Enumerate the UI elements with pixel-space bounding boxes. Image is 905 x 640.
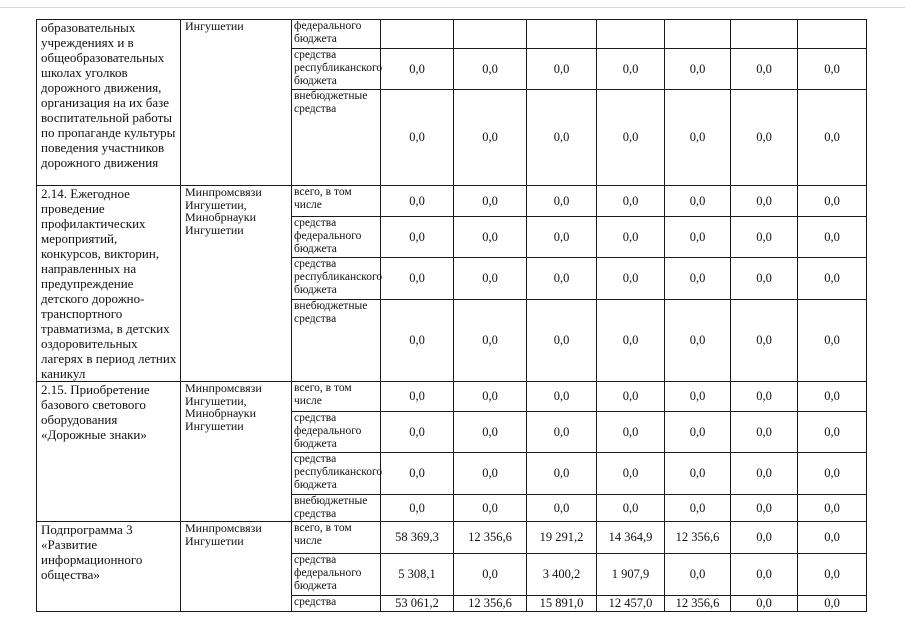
- amount-cell: 0,0: [665, 258, 731, 300]
- amount-cell: 0,0: [798, 186, 867, 217]
- amount-cell: 12 356,6: [454, 596, 527, 612]
- amount-cell: 0,0: [665, 186, 731, 217]
- amount-cell: 0,0: [381, 90, 454, 186]
- amount-cell: 0,0: [454, 186, 527, 217]
- budget-table: [36, 19, 867, 612]
- amount-cell: 0,0: [527, 495, 597, 522]
- amount-cell: 0,0: [381, 217, 454, 258]
- responsible-cell: Минпромсвязи Ингушетии, Минобрнауки Ингушетии: [181, 382, 292, 522]
- amount-cell: 0,0: [454, 453, 527, 495]
- amount-cell: 15 891,0: [527, 596, 597, 612]
- amount-cell: 0,0: [731, 300, 798, 382]
- amount-cell: 0,0: [597, 258, 665, 300]
- amount-cell: 0,0: [597, 90, 665, 186]
- amount-cell: 0,0: [597, 382, 665, 412]
- funding-source-cell: средства федерального бюджета: [292, 217, 381, 258]
- amount-cell: 0,0: [665, 554, 731, 596]
- amount-cell: 0,0: [798, 382, 867, 412]
- amount-cell: 0,0: [731, 90, 798, 186]
- amount-cell: 0,0: [731, 49, 798, 90]
- amount-cell: 0,0: [798, 90, 867, 186]
- amount-cell: [798, 20, 867, 49]
- funding-source-cell: всего, в том числе: [292, 382, 381, 412]
- amount-cell: [597, 20, 665, 49]
- measure-name-cell: 2.15. Приобретение базового светового оборудования «Дорожные знаки»: [37, 382, 181, 522]
- amount-cell: 3 400,2: [527, 554, 597, 596]
- amount-cell: 0,0: [731, 186, 798, 217]
- amount-cell: 0,0: [454, 217, 527, 258]
- amount-cell: 0,0: [381, 412, 454, 453]
- amount-cell: 0,0: [454, 90, 527, 186]
- amount-cell: 14 364,9: [597, 522, 665, 554]
- amount-cell: 0,0: [597, 300, 665, 382]
- table-row: [37, 20, 867, 49]
- amount-cell: 0,0: [798, 596, 867, 612]
- amount-cell: 0,0: [527, 90, 597, 186]
- amount-cell: 0,0: [454, 258, 527, 300]
- amount-cell: 0,0: [665, 217, 731, 258]
- amount-cell: 0,0: [527, 186, 597, 217]
- amount-cell: 0,0: [527, 217, 597, 258]
- funding-source-cell: внебюджетные средства: [292, 90, 381, 186]
- amount-cell: 0,0: [798, 412, 867, 453]
- amount-cell: 0,0: [597, 217, 665, 258]
- table-row: [37, 186, 867, 217]
- funding-source-cell: всего, в том числе: [292, 522, 381, 554]
- amount-cell: 0,0: [798, 258, 867, 300]
- amount-cell: 0,0: [731, 453, 798, 495]
- amount-cell: 0,0: [454, 412, 527, 453]
- amount-cell: 12 356,6: [665, 522, 731, 554]
- amount-cell: 0,0: [798, 453, 867, 495]
- amount-cell: 1 907,9: [597, 554, 665, 596]
- amount-cell: 0,0: [665, 495, 731, 522]
- funding-source-cell: средства: [292, 596, 381, 612]
- amount-cell: 0,0: [527, 49, 597, 90]
- amount-cell: 0,0: [665, 412, 731, 453]
- funding-source-cell: внебюджетные средства: [292, 495, 381, 522]
- amount-cell: 0,0: [798, 217, 867, 258]
- amount-cell: 0,0: [597, 453, 665, 495]
- amount-cell: 0,0: [731, 412, 798, 453]
- amount-cell: 0,0: [454, 382, 527, 412]
- amount-cell: 0,0: [731, 217, 798, 258]
- amount-cell: 12 457,0: [597, 596, 665, 612]
- amount-cell: 0,0: [454, 495, 527, 522]
- amount-cell: 0,0: [597, 495, 665, 522]
- amount-cell: 0,0: [381, 258, 454, 300]
- amount-cell: 0,0: [597, 186, 665, 217]
- funding-source-cell: средства федерального бюджета: [292, 554, 381, 596]
- funding-source-cell: всего, в том числе: [292, 186, 381, 217]
- amount-cell: 0,0: [731, 554, 798, 596]
- table-row: [37, 522, 867, 554]
- amount-cell: [381, 20, 454, 49]
- amount-cell: [665, 20, 731, 49]
- amount-cell: [527, 20, 597, 49]
- amount-cell: 0,0: [665, 453, 731, 495]
- amount-cell: 0,0: [381, 495, 454, 522]
- amount-cell: 5 308,1: [381, 554, 454, 596]
- amount-cell: 0,0: [798, 495, 867, 522]
- amount-cell: 0,0: [731, 495, 798, 522]
- measure-name-cell: Подпрограмма 3 «Развитие информационного общества»: [37, 522, 181, 612]
- responsible-cell: Минпромсвязи Ингушетии, Минобрнауки Ингушетии: [181, 186, 292, 382]
- amount-cell: 0,0: [731, 596, 798, 612]
- amount-cell: 0,0: [454, 300, 527, 382]
- funding-source-cell: средства федерального бюджета: [292, 412, 381, 453]
- table-row: [37, 382, 867, 412]
- amount-cell: 0,0: [527, 412, 597, 453]
- amount-cell: 0,0: [454, 49, 527, 90]
- amount-cell: 0,0: [731, 522, 798, 554]
- responsible-cell: Ингушетии: [181, 20, 292, 186]
- measure-name-cell: 2.14. Ежегодное проведение профилактических мероприятий, конкурсов, викторин, направленных на предупреждение детского дорожно-транспортного травматизма, в детских оздоровительных лагерях в период летних каникул: [37, 186, 181, 382]
- amount-cell: 0,0: [798, 300, 867, 382]
- funding-source-cell: средства республиканского бюджета: [292, 258, 381, 300]
- amount-cell: 0,0: [597, 49, 665, 90]
- amount-cell: 0,0: [665, 49, 731, 90]
- amount-cell: 0,0: [527, 300, 597, 382]
- scan-artifact-line: [0, 7, 905, 8]
- measure-name-cell: образовательных учреждениях и в общеобразовательных школах уголков дорожного движения, организация на их базе воспитательной работы по пропаганде культуры поведения участников дорожного движения: [37, 20, 181, 186]
- amount-cell: 0,0: [798, 49, 867, 90]
- amount-cell: 0,0: [527, 258, 597, 300]
- table-body: [37, 20, 867, 612]
- amount-cell: [731, 20, 798, 49]
- amount-cell: 0,0: [597, 412, 665, 453]
- amount-cell: 0,0: [381, 300, 454, 382]
- responsible-cell: Минпромсвязи Ингушетии: [181, 522, 292, 612]
- amount-cell: 0,0: [527, 453, 597, 495]
- amount-cell: [454, 20, 527, 49]
- amount-cell: 0,0: [731, 258, 798, 300]
- amount-cell: 0,0: [381, 382, 454, 412]
- amount-cell: 19 291,2: [527, 522, 597, 554]
- amount-cell: 0,0: [381, 49, 454, 90]
- amount-cell: 0,0: [527, 382, 597, 412]
- funding-source-cell: федерального бюджета: [292, 20, 381, 49]
- amount-cell: 0,0: [381, 453, 454, 495]
- amount-cell: 0,0: [665, 300, 731, 382]
- amount-cell: 0,0: [798, 554, 867, 596]
- funding-source-cell: средства республиканского бюджета: [292, 453, 381, 495]
- amount-cell: 0,0: [798, 522, 867, 554]
- amount-cell: 53 061,2: [381, 596, 454, 612]
- amount-cell: 0,0: [665, 382, 731, 412]
- funding-source-cell: внебюджетные средства: [292, 300, 381, 382]
- funding-source-cell: средства республиканского бюджета: [292, 49, 381, 90]
- amount-cell: 12 356,6: [665, 596, 731, 612]
- amount-cell: 0,0: [665, 90, 731, 186]
- amount-cell: 0,0: [381, 186, 454, 217]
- amount-cell: 0,0: [731, 382, 798, 412]
- amount-cell: 12 356,6: [454, 522, 527, 554]
- amount-cell: 0,0: [454, 554, 527, 596]
- amount-cell: 58 369,3: [381, 522, 454, 554]
